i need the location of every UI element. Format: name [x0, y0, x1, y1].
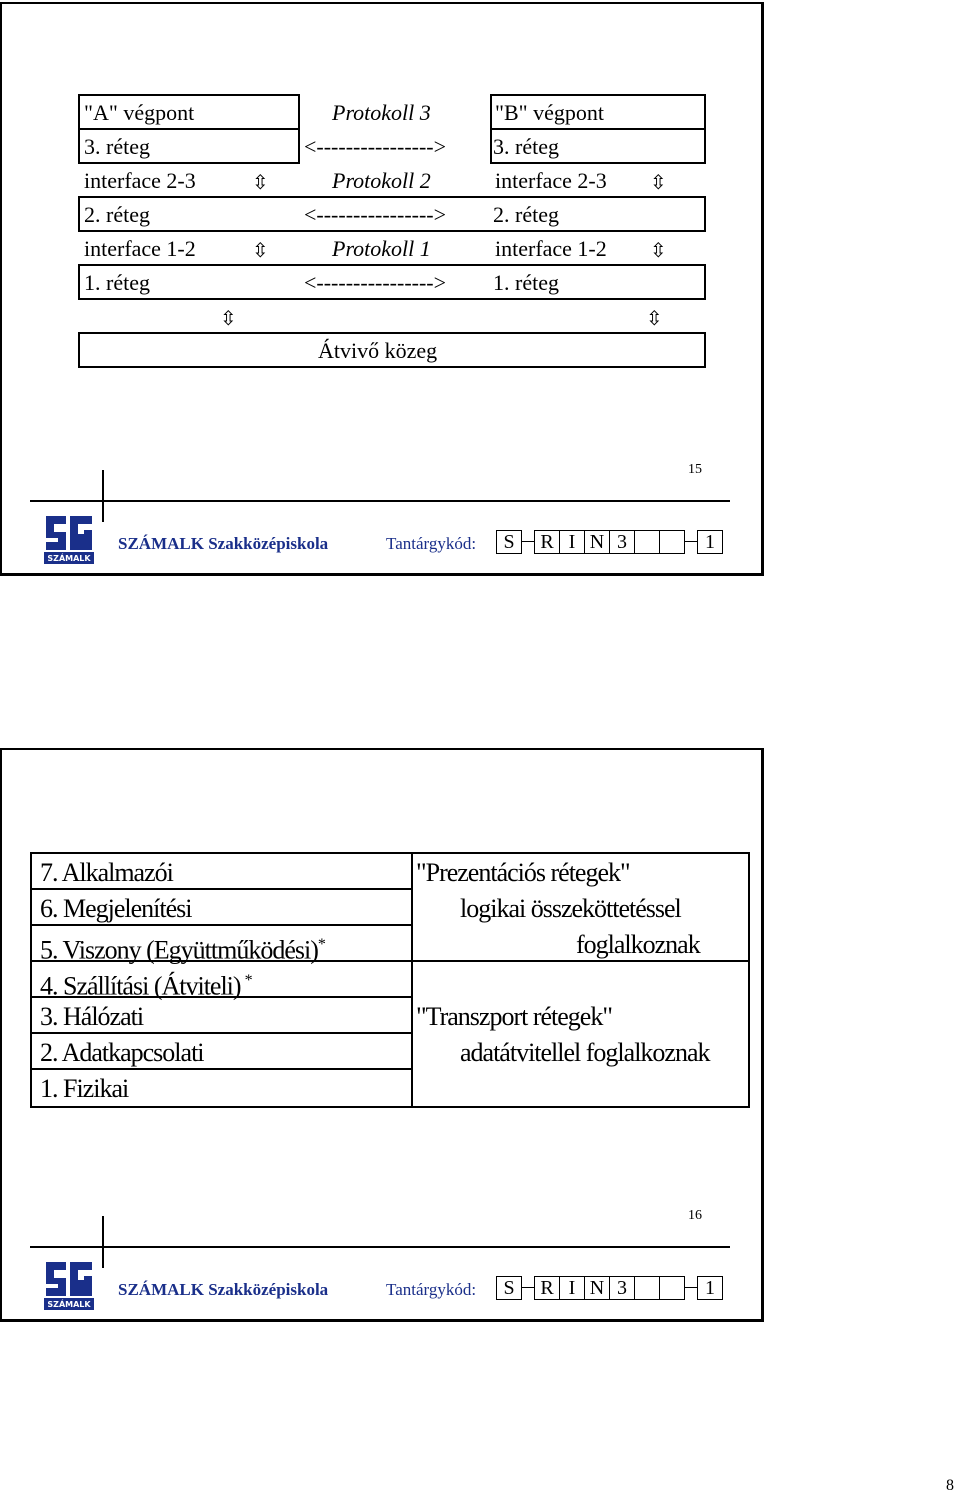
page-number: 16 [688, 1208, 702, 1223]
row-separator [30, 1032, 412, 1034]
layer-7: 7. Alkalmazói [40, 858, 173, 887]
code-connector [522, 1287, 534, 1288]
code-box [659, 1276, 685, 1300]
footer-horizontal-rule [30, 500, 730, 502]
updown-arrow-icon: ⇳ [650, 170, 667, 194]
group-separator [411, 960, 750, 962]
code-box [659, 530, 685, 554]
row-separator [30, 1068, 412, 1070]
subject-code-boxes [496, 530, 726, 556]
school-name: SZÁMALK Szakközépiskola [118, 1280, 329, 1299]
transport-layers-desc: adatátvitellel foglalkoznak [460, 1038, 710, 1067]
b-layer1-label: 1. réteg [493, 270, 559, 295]
school-name: SZÁMALK Szakközépiskola [118, 534, 329, 553]
code-box: N [584, 1276, 610, 1300]
code-connector [685, 1287, 697, 1288]
updown-arrow-icon: ⇳ [252, 170, 269, 194]
layer-6: 6. Megjelenítési [40, 894, 192, 923]
code-box: 3 [609, 1276, 635, 1300]
updown-arrow-icon: ⇳ [220, 306, 237, 330]
row-separator [30, 924, 412, 926]
code-box: I [559, 530, 585, 554]
a-layer3-label: 3. réteg [84, 134, 150, 159]
code-box: R [534, 530, 560, 554]
footer-vertical-rule [102, 1216, 104, 1268]
asterisk: * [317, 936, 325, 953]
code-box: R [534, 1276, 560, 1300]
slide-16 [0, 748, 764, 1322]
a-layer2-label: 2. réteg [84, 202, 150, 227]
presentation-layers-desc-1: logikai összeköttetéssel [460, 894, 681, 923]
code-box: 3 [609, 530, 635, 554]
svg-text:SZÁMALK: SZÁMALK [47, 1300, 91, 1309]
code-box: 1 [697, 530, 723, 554]
presentation-layers-desc-2: foglalkoznak [576, 930, 700, 959]
a-layer1-label: 1. réteg [84, 270, 150, 295]
page-number: 15 [688, 462, 702, 477]
protocol-2-arrow: <----------------> [304, 202, 447, 227]
slide-15 [0, 2, 764, 576]
protocol-2-label: Protokoll 2 [332, 168, 431, 193]
protocol-3-arrow: <----------------> [304, 134, 447, 159]
code-box [634, 1276, 660, 1300]
protocol-1-arrow: <----------------> [304, 270, 447, 295]
b-layer3-label: 3. réteg [493, 134, 559, 159]
subject-code-label: Tantárgykód: [386, 1280, 477, 1299]
a-interface12-label: interface 1-2 [84, 236, 196, 261]
code-connector [522, 541, 534, 542]
layer-4 [40, 966, 252, 1002]
subject-code-boxes [496, 1276, 726, 1302]
code-box: I [559, 1276, 585, 1300]
footer-vertical-rule [102, 470, 104, 522]
layer-1: 1. Fizikai [40, 1074, 129, 1103]
b-interface23-label: interface 2-3 [495, 168, 607, 193]
transport-layers-title: "Transzport rétegek" [416, 1002, 612, 1031]
updown-arrow-icon: ⇳ [252, 238, 269, 262]
medium-label: Átvivő közeg [318, 338, 438, 363]
code-connector [685, 541, 697, 542]
protocol-3-label: Protokoll 3 [332, 100, 431, 125]
subject-code-label: Tantárgykód: [386, 534, 477, 553]
code-box [634, 530, 660, 554]
b-interface12-label: interface 1-2 [495, 236, 607, 261]
footer-horizontal-rule [30, 1246, 730, 1248]
row-separator [30, 888, 412, 890]
szamalk-logo [40, 1256, 98, 1312]
asterisk: * [244, 972, 252, 989]
code-box: S [496, 1276, 522, 1300]
protocol-1-label: Protokoll 1 [332, 236, 431, 261]
updown-arrow-icon: ⇳ [650, 238, 667, 262]
corner-page-mark: 8 [946, 1477, 954, 1494]
layer-4-label: 4. Szállítási (Átviteli) [40, 971, 241, 1001]
layer-2: 2. Adatkapcsolati [40, 1038, 204, 1067]
szamalk-logo [40, 510, 98, 566]
layer-3: 3. Hálózati [40, 1002, 144, 1031]
layer-5 [40, 930, 325, 966]
b-layer2-label: 2. réteg [493, 202, 559, 227]
a-interface23-label: interface 2-3 [84, 168, 196, 193]
code-box: 1 [697, 1276, 723, 1300]
a-endpoint-label: "A" végpont [84, 100, 195, 125]
updown-arrow-icon: ⇳ [646, 306, 663, 330]
code-box: N [584, 530, 610, 554]
svg-text:SZÁMALK: SZÁMALK [47, 554, 91, 563]
b-endpoint-label: "B" végpont [495, 100, 605, 125]
layer-5-label: 5. Viszony (Együttműködési) [40, 935, 318, 965]
code-box: S [496, 530, 522, 554]
presentation-layers-title: "Prezentációs rétegek" [416, 858, 630, 887]
